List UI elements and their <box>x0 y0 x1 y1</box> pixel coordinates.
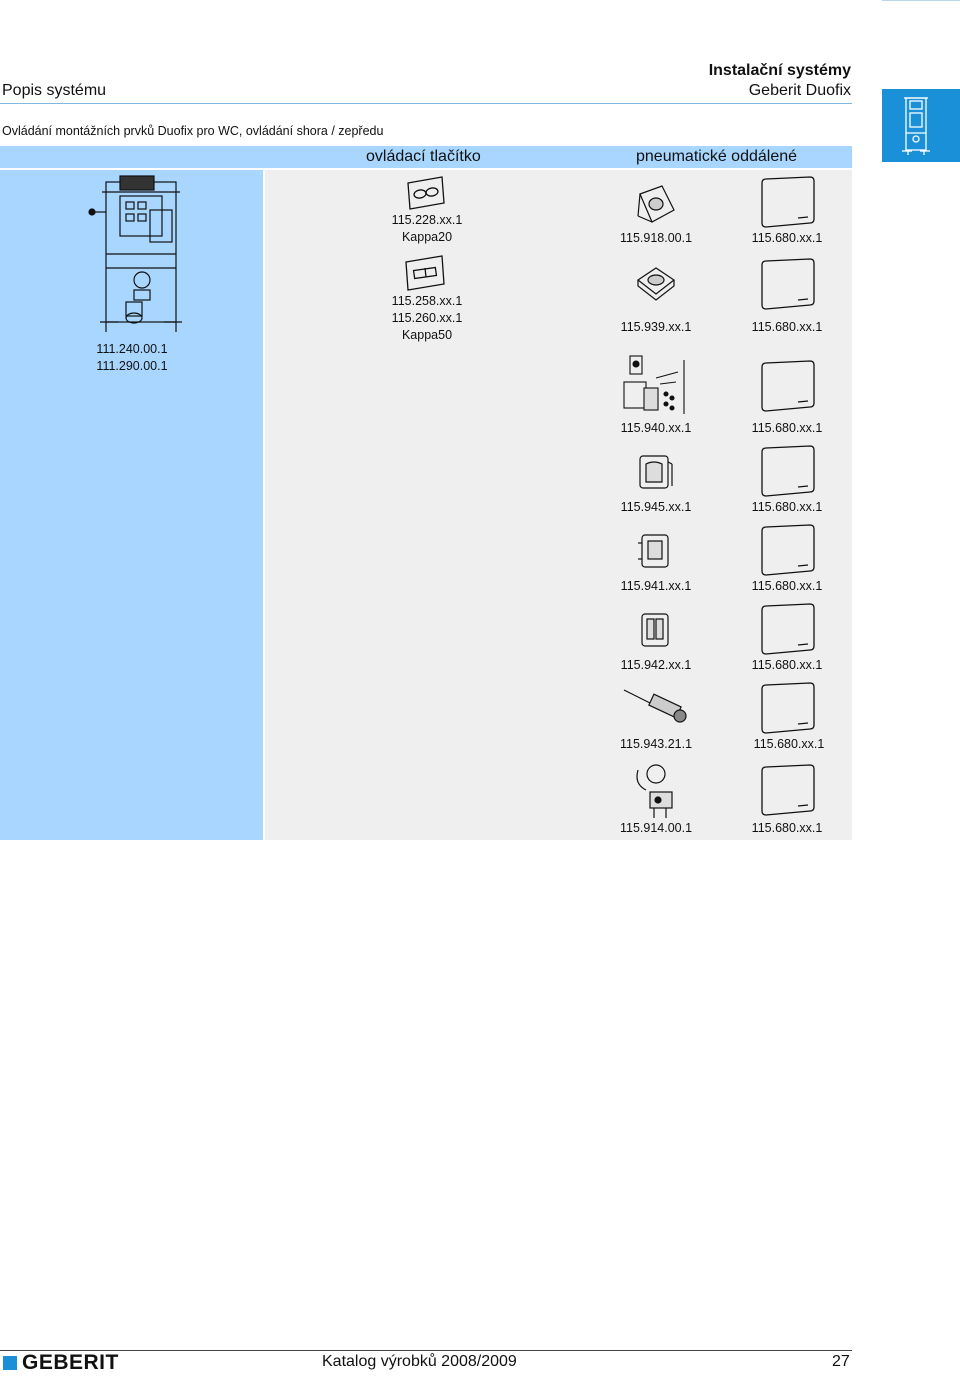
pneumatic-button-941-icon <box>636 531 676 571</box>
button-2-name: Kappa50 <box>401 328 453 342</box>
cover-plate-4-icon <box>758 444 816 498</box>
plate-code-6: 115.680.xx.1 <box>751 658 823 672</box>
element-code-2: 111.290.00.1 <box>96 359 168 373</box>
kappa50-plate-icon <box>402 254 448 292</box>
header-product-line: Geberit Duofix <box>748 82 851 99</box>
pneumatic-code-4: 115.945.xx.1 <box>620 500 692 514</box>
duofix-frame-illustration <box>84 172 194 338</box>
button-1-code: 115.228.xx.1 <box>391 213 463 227</box>
plate-code-8: 115.680.xx.1 <box>751 821 823 835</box>
plate-code-7: 115.680.xx.1 <box>753 737 825 751</box>
page-number: 27 <box>832 1353 850 1370</box>
pneumatic-button-918-icon <box>634 184 678 226</box>
cover-plate-6-icon <box>758 602 816 656</box>
header-rule <box>0 103 852 104</box>
geberit-logo-square-icon <box>3 1356 17 1370</box>
element-code-1: 111.240.00.1 <box>96 342 168 356</box>
pneumatic-button-942-icon <box>636 610 676 650</box>
plate-code-3: 115.680.xx.1 <box>751 421 823 435</box>
pneumatic-code-3: 115.940.xx.1 <box>620 421 692 435</box>
pneumatic-code-6: 115.942.xx.1 <box>620 658 692 672</box>
cover-plate-1-icon <box>758 175 816 229</box>
cover-plate-8-icon <box>758 763 816 817</box>
pneumatic-code-8: 115.914.00.1 <box>619 821 693 835</box>
plate-code-5: 115.680.xx.1 <box>751 579 823 593</box>
pneumatic-button-939-icon <box>634 264 678 304</box>
top-rule <box>882 0 960 1</box>
pneumatic-set-940-icon <box>616 352 692 418</box>
pneumatic-code-7: 115.943.21.1 <box>619 737 693 751</box>
cover-plate-7-icon <box>758 681 816 735</box>
header-section-title: Popis systému <box>2 82 107 99</box>
plate-code-2: 115.680.xx.1 <box>751 320 823 334</box>
cover-plate-5-icon <box>758 523 816 577</box>
cover-plate-3-icon <box>758 359 816 413</box>
header-category: Instalační systémy <box>708 62 851 79</box>
column-header-pneumatic: pneumatické oddálené <box>636 148 798 165</box>
pneumatic-button-945-icon <box>636 452 676 492</box>
button-2-code-2: 115.260.xx.1 <box>391 311 463 325</box>
pneumatic-foot-actuator-943-icon <box>622 686 692 726</box>
frame-pictogram-icon <box>882 89 960 162</box>
pneumatic-module-914-icon <box>632 760 680 822</box>
plate-code-4: 115.680.xx.1 <box>751 500 823 514</box>
pneumatic-code-2: 115.939.xx.1 <box>620 320 692 334</box>
button-1-name: Kappa20 <box>401 230 453 244</box>
pneumatic-code-1: 115.918.00.1 <box>619 231 693 245</box>
page-subtitle: Ovládání montážních prvků Duofix pro WC, ovládání shora / zepředu <box>2 124 384 138</box>
geberit-logo: GEBERIT <box>22 1351 119 1374</box>
kappa20-plate-icon <box>404 175 448 211</box>
plate-code-1: 115.680.xx.1 <box>751 231 823 245</box>
section-tab-marker <box>882 89 960 162</box>
footer-catalog-title: Katalog výrobků 2008/2009 <box>322 1353 517 1370</box>
cover-plate-2-icon <box>758 257 816 311</box>
footer-rule <box>0 1350 852 1351</box>
button-2-code-1: 115.258.xx.1 <box>391 294 463 308</box>
column-header-button: ovládací tlačítko <box>366 148 481 165</box>
pneumatic-code-5: 115.941.xx.1 <box>620 579 692 593</box>
